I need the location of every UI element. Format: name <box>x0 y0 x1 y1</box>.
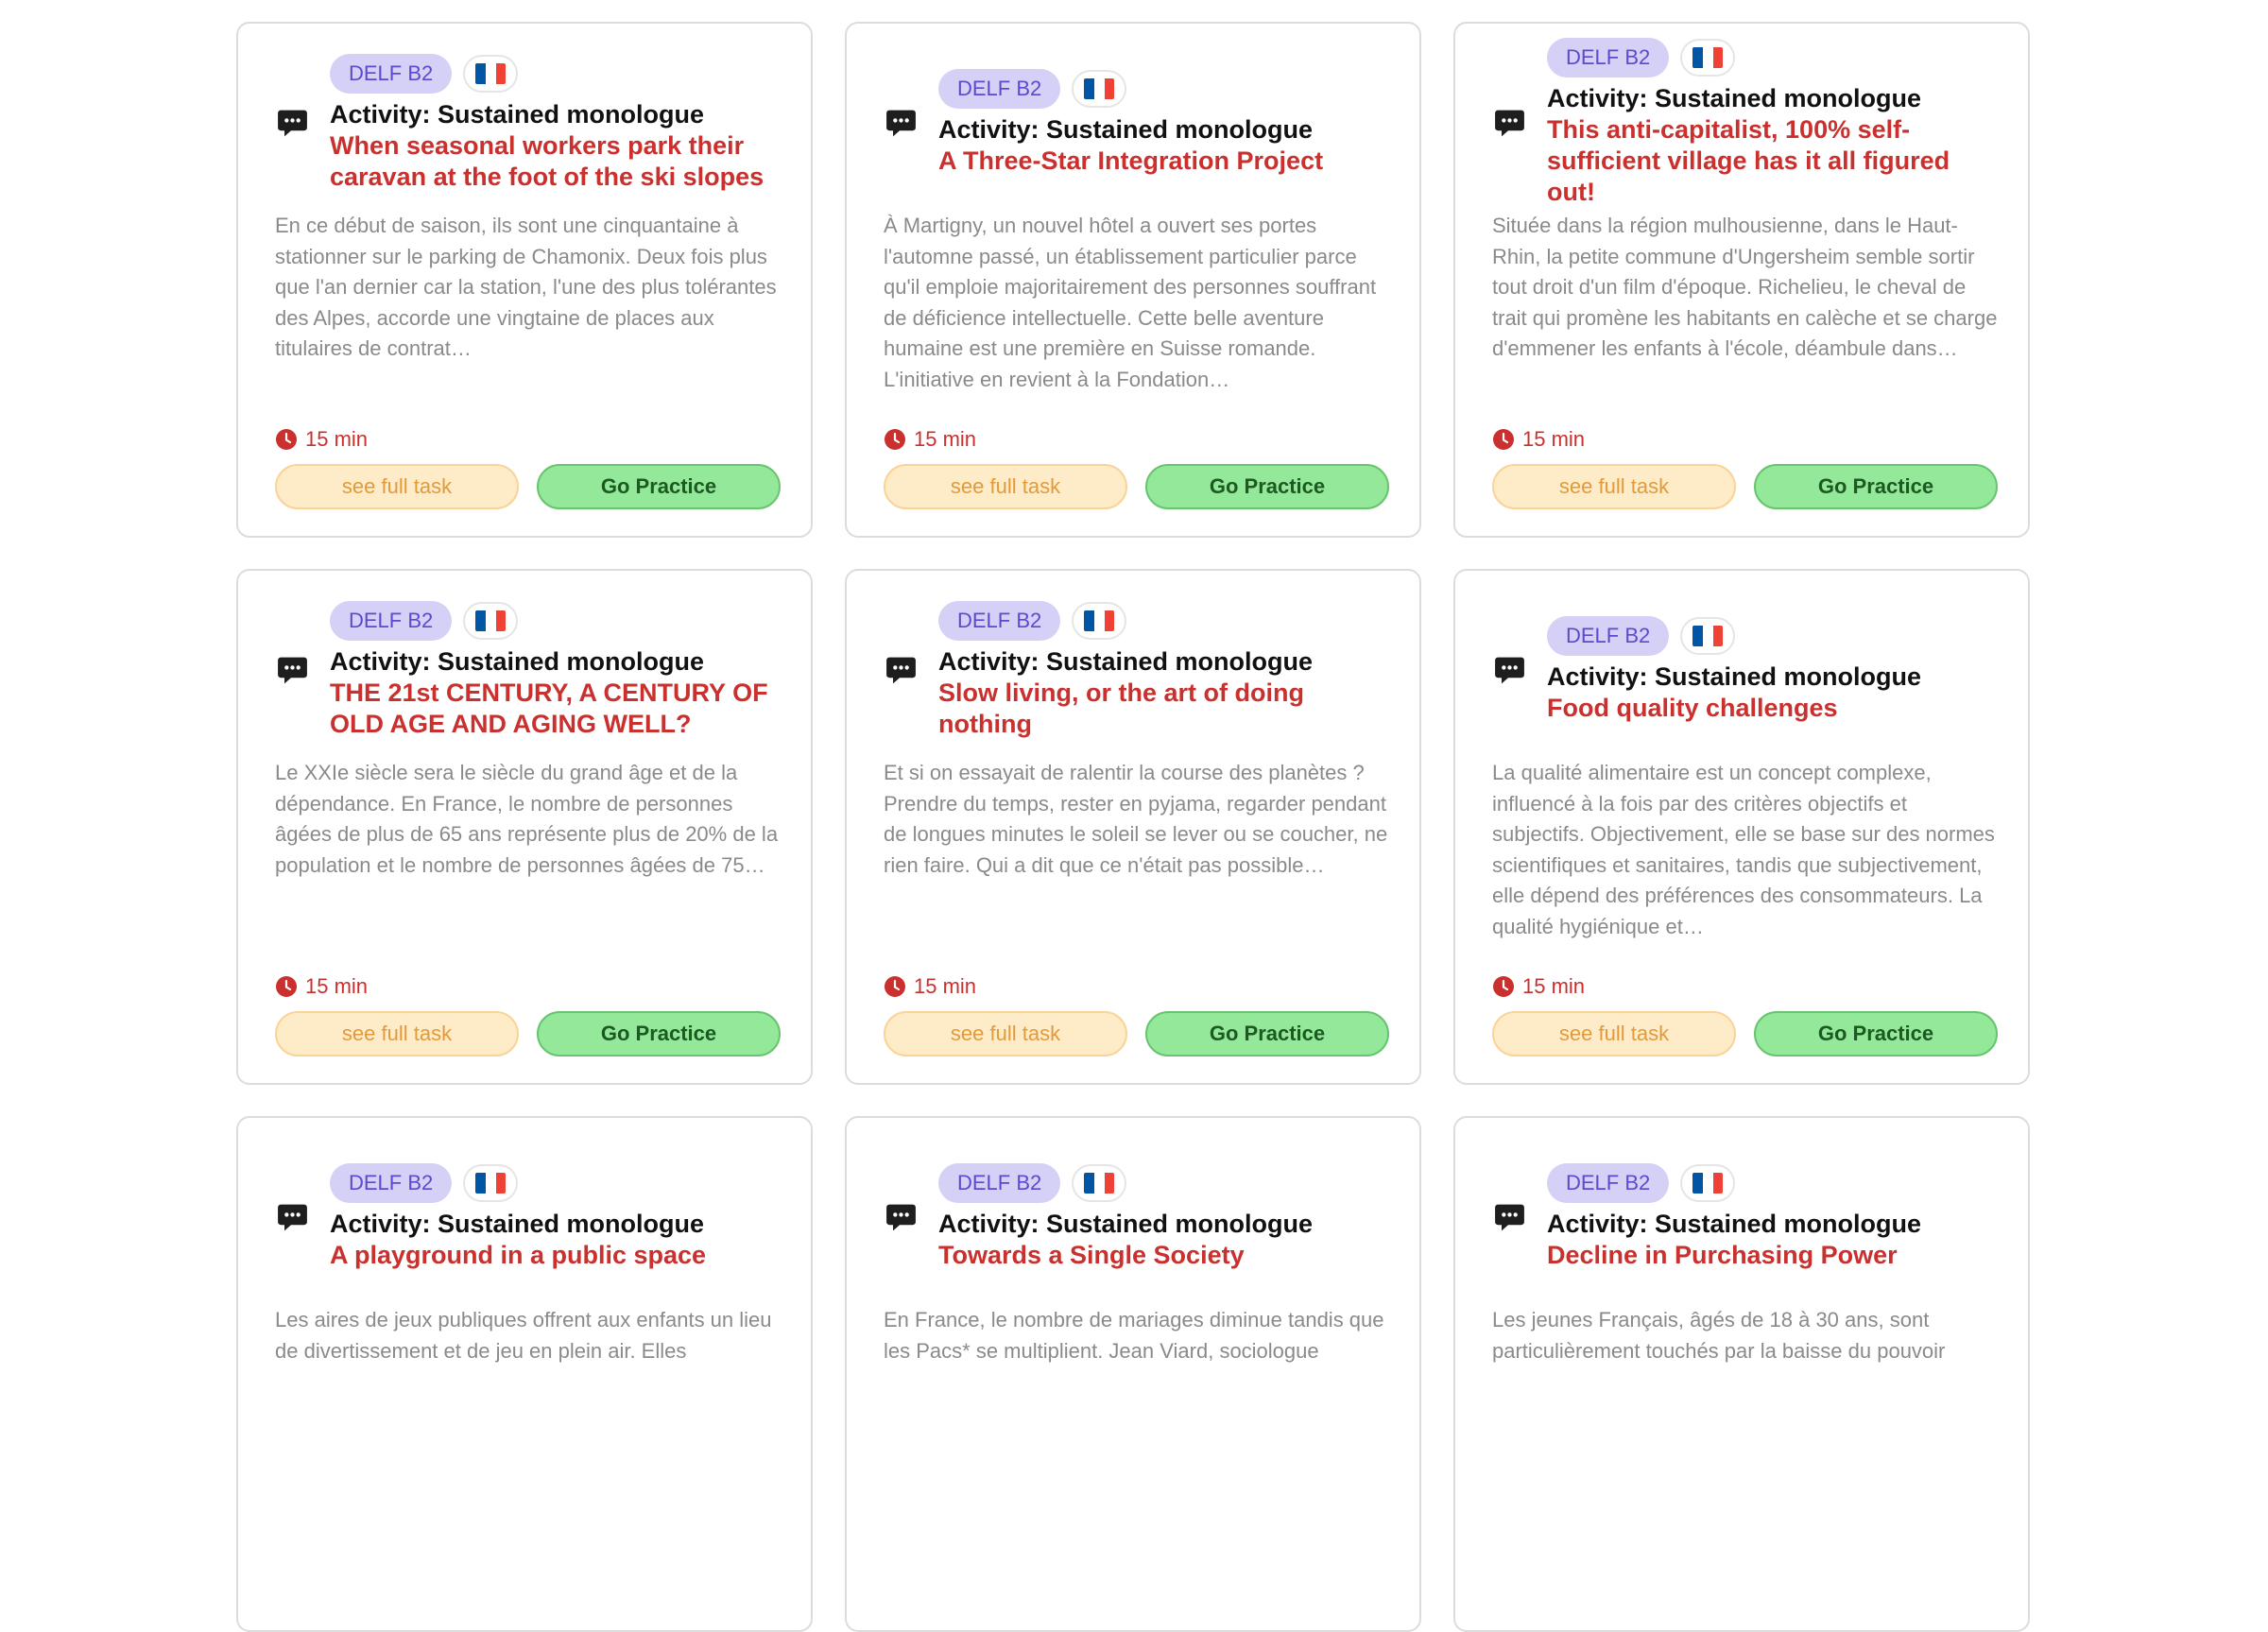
task-title[interactable]: Food quality challenges <box>1547 694 1838 722</box>
chat-bubble-icon <box>275 653 310 688</box>
level-badge: DELF B2 <box>938 1163 1060 1203</box>
level-badge: DELF B2 <box>1547 616 1669 656</box>
level-badge: DELF B2 <box>938 69 1060 109</box>
card-heading <box>330 54 782 193</box>
task-description: Située dans la région mulhousienne, dans le Haut-Rhin, la petite commune d'Ungersheim semble sortir tout droit d'un film d'époque. Richelieu, le cheval de trait qui promène les habitants en calèche et se charge d'emmener les enfants à l'école, déambule dans… <box>1492 214 1998 360</box>
task-card <box>236 1116 813 1632</box>
task-description: Les jeunes Français, âgés de 18 à 30 ans, sont particulièrement touchés par la baisse du pouvoir <box>1492 1308 1946 1363</box>
france-flag-icon <box>475 63 506 84</box>
task-card <box>845 569 1421 1085</box>
card-header <box>1492 601 2000 739</box>
task-title[interactable]: Decline in Purchasing Power <box>1547 1241 1898 1269</box>
card-heading <box>938 601 1391 740</box>
task-card <box>845 22 1421 538</box>
activity-type: Activity: Sustained monologue <box>330 99 705 129</box>
task-duration <box>1492 974 1585 999</box>
card-heading <box>1547 38 2000 208</box>
task-description: En France, le nombre de mariages diminue tandis que les Pacs* se multiplient. Jean Viard, sociologue <box>884 1308 1384 1363</box>
card-heading <box>330 601 782 740</box>
activity-type: Activity: Sustained monologue <box>1547 662 1922 691</box>
france-flag-icon <box>1084 1173 1114 1194</box>
language-badge <box>1072 70 1126 108</box>
card-heading <box>938 69 1391 177</box>
task-title[interactable]: A Three-Star Integration Project <box>938 146 1324 175</box>
chat-bubble-icon <box>884 106 919 141</box>
see-full-task-button[interactable]: see full task <box>275 464 519 509</box>
task-duration <box>884 427 976 452</box>
go-practice-button[interactable]: Go Practice <box>537 1011 781 1057</box>
card-badges <box>1547 38 2000 77</box>
chat-bubble-icon <box>1492 1200 1527 1235</box>
language-badge <box>1072 1164 1126 1202</box>
task-description: Le XXIe siècle sera le siècle du grand âge et de la dépendance. En France, le nombre de personnes âgées de plus de 65 ans représente plus de 20% de la population et le nombre de personnes âgées de 75… <box>275 761 779 877</box>
card-badges <box>1547 616 2000 656</box>
duration-label: 15 min <box>1522 427 1586 451</box>
task-card <box>1453 569 2030 1085</box>
chat-bubble-icon <box>275 106 310 141</box>
card-heading <box>938 1163 1391 1271</box>
duration-label: 15 min <box>305 974 369 998</box>
go-practice-button[interactable]: Go Practice <box>1145 1011 1389 1057</box>
chat-bubble-icon <box>884 1200 919 1235</box>
task-title[interactable]: When seasonal workers park their caravan at the foot of the ski slopes <box>330 130 765 191</box>
language-badge <box>1680 1164 1735 1202</box>
language-badge <box>463 602 518 640</box>
france-flag-icon <box>475 1173 506 1194</box>
language-badge <box>1680 617 1735 655</box>
activity-type: Activity: Sustained monologue <box>330 646 705 676</box>
task-description: À Martigny, un nouvel hôtel a ouvert ses portes l'automne passé, un établissement particulier parce qu'il emploie majoritairement des personnes souffrant de déficience intellectuelle. Cette belle aventure humaine est une première en Suisse romande. L'initiative en revient à la Fondation… <box>884 214 1377 391</box>
card-heading <box>1547 1163 2000 1271</box>
task-title[interactable]: Towards a Single Society <box>938 1241 1245 1269</box>
france-flag-icon <box>1692 626 1723 646</box>
activity-type: Activity: Sustained monologue <box>1547 84 1922 112</box>
task-title[interactable]: Slow living, or the art of doing nothing <box>938 678 1304 738</box>
task-description: Et si on essayait de ralentir la course des planètes ? Prendre du temps, rester en pyjama, regarder pendant de longues minutes le soleil se lever ou se coucher, ne rien faire. Qui a dit que ce n'était pas possible… <box>884 761 1388 877</box>
language-badge <box>1680 39 1735 77</box>
clock-icon <box>884 428 906 451</box>
card-heading <box>330 1163 782 1271</box>
clock-icon <box>1492 975 1515 998</box>
card-badges <box>1547 1163 2000 1203</box>
task-card <box>236 22 813 538</box>
chat-bubble-icon <box>884 653 919 688</box>
duration-label: 15 min <box>914 427 977 451</box>
see-full-task-button[interactable]: see full task <box>884 464 1127 509</box>
task-card <box>236 569 813 1085</box>
go-practice-button[interactable]: Go Practice <box>537 464 781 509</box>
card-badges <box>330 1163 782 1203</box>
activity-type: Activity: Sustained monologue <box>938 646 1314 676</box>
france-flag-icon <box>1692 47 1723 68</box>
see-full-task-button[interactable]: see full task <box>1492 464 1736 509</box>
card-header <box>275 601 782 739</box>
level-badge: DELF B2 <box>1547 38 1669 77</box>
card-header <box>884 54 1391 192</box>
task-duration <box>275 974 368 999</box>
task-duration <box>275 427 368 452</box>
duration-label: 15 min <box>1522 974 1586 998</box>
task-card <box>1453 22 2030 538</box>
clock-icon <box>1492 428 1515 451</box>
chat-bubble-icon <box>1492 106 1527 141</box>
duration-label: 15 min <box>305 427 369 451</box>
activity-type: Activity: Sustained monologue <box>330 1210 705 1238</box>
duration-label: 15 min <box>914 974 977 998</box>
card-header <box>1492 45 2000 206</box>
france-flag-icon <box>1084 78 1114 99</box>
level-badge: DELF B2 <box>330 601 452 641</box>
card-header <box>884 1148 1391 1286</box>
language-badge <box>1072 602 1126 640</box>
task-duration <box>1492 427 1585 452</box>
card-badges <box>330 54 782 94</box>
activity-type: Activity: Sustained monologue <box>938 1210 1314 1238</box>
go-practice-button[interactable]: Go Practice <box>1754 464 1998 509</box>
clock-icon <box>275 975 298 998</box>
card-badges <box>938 601 1391 641</box>
france-flag-icon <box>475 610 506 631</box>
card-badges <box>938 1163 1391 1203</box>
language-badge <box>463 1164 518 1202</box>
card-badges <box>938 69 1391 109</box>
level-badge: DELF B2 <box>330 1163 452 1203</box>
task-description: En ce début de saison, ils sont une cinquantaine à stationner sur le parking de Chamonix. Deux fois plus que l'an dernier car la station, l'une des plus tolérantes des Alpes, accorde une vingtaine de places aux titulaires de contrat… <box>275 214 777 360</box>
level-badge: DELF B2 <box>1547 1163 1669 1203</box>
see-full-task-button[interactable]: see full task <box>275 1011 519 1057</box>
card-header <box>275 1148 782 1286</box>
chat-bubble-icon <box>1492 653 1527 688</box>
france-flag-icon <box>1084 610 1114 631</box>
card-header <box>275 54 782 192</box>
task-description: Les aires de jeux publiques offrent aux enfants un lieu de divertissement et de jeu en plein air. Elles <box>275 1308 772 1363</box>
task-card <box>1453 1116 2030 1632</box>
level-badge: DELF B2 <box>330 54 452 94</box>
clock-icon <box>884 975 906 998</box>
task-title[interactable]: This anti-capitalist, 100% self-sufficient village has it all figured out! <box>1547 115 1950 206</box>
card-header <box>884 601 1391 739</box>
card-header <box>1492 1148 2000 1286</box>
see-full-task-button[interactable]: see full task <box>1492 1011 1736 1057</box>
chat-bubble-icon <box>275 1200 310 1235</box>
go-practice-button[interactable]: Go Practice <box>1145 464 1389 509</box>
go-practice-button[interactable]: Go Practice <box>1754 1011 1998 1057</box>
task-title[interactable]: THE 21st CENTURY, A CENTURY OF OLD AGE AND AGING WELL? <box>330 678 768 738</box>
task-card-grid <box>236 22 2030 1632</box>
level-badge: DELF B2 <box>938 601 1060 641</box>
task-duration <box>884 974 976 999</box>
activity-type: Activity: Sustained monologue <box>938 115 1314 144</box>
task-title[interactable]: A playground in a public space <box>330 1241 707 1269</box>
activity-type: Activity: Sustained monologue <box>1547 1210 1922 1238</box>
task-card <box>845 1116 1421 1632</box>
language-badge <box>463 55 518 93</box>
see-full-task-button[interactable]: see full task <box>884 1011 1127 1057</box>
clock-icon <box>275 428 298 451</box>
card-heading <box>1547 616 2000 724</box>
card-badges <box>330 601 782 641</box>
task-description: La qualité alimentaire est un concept complexe, influencé à la fois par des critères objectifs et subjectifs. Objectivement, elle se base sur des normes scientifiques et sanitaires, tandis que subjectivement, elle dépend des préférences des consommateurs. La qualité hygiénique et… <box>1492 761 1995 938</box>
france-flag-icon <box>1692 1173 1723 1194</box>
